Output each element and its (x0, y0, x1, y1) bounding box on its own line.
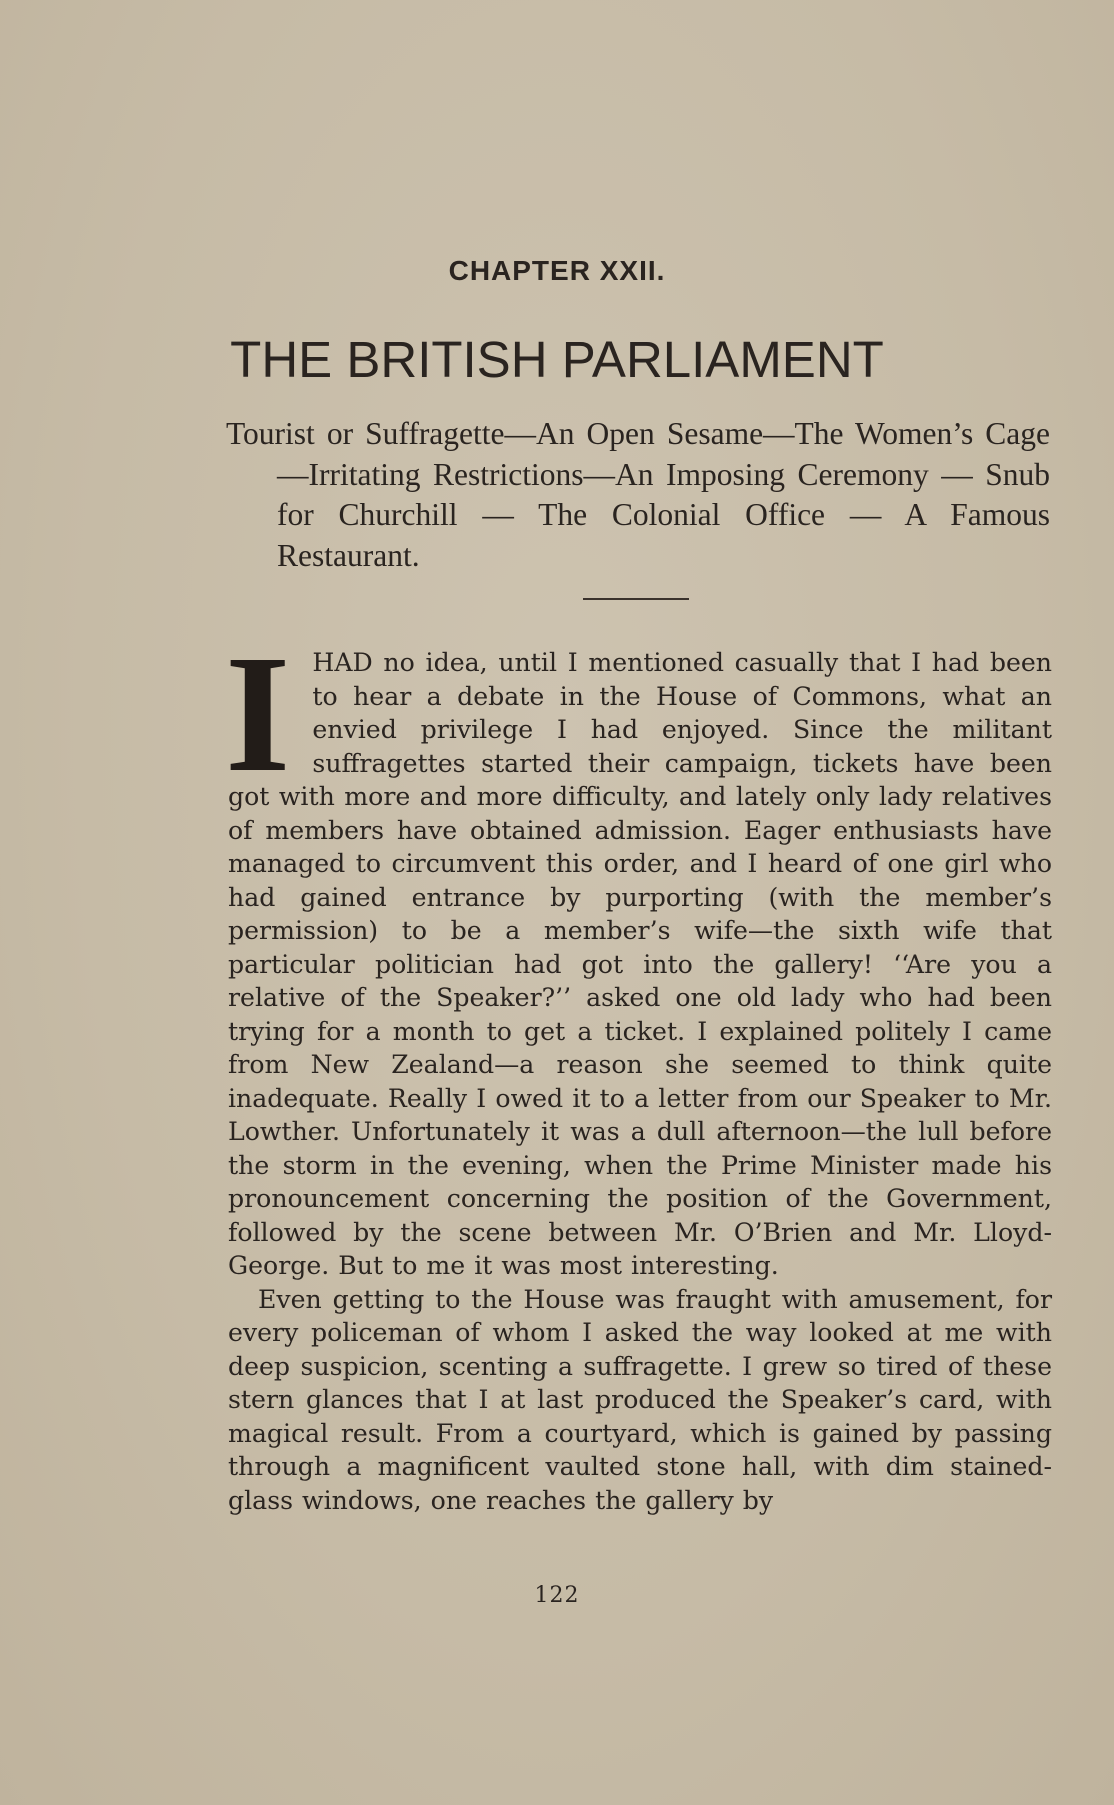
paragraph-1-text: HAD no idea, until I mentioned casually that I had been to hear a debate in the House of Commons, what an envied privilege I had enjoyed. Since the militant suffragettes started their campaign, tickets have been got with more and more difficulty, and lately only lady relatives of members have obtained admission. Eager enthusiasts have managed to circumvent this order, and I heard of one girl who had gained entrance by purporting (with the member’s permission) to be a member’s wife—the sixth wife that particular politician had got into the gallery! ‘‘Are you a relative of the Speaker?’’ asked one old lady who had been trying for a month to get a ticket. I explained politely I came from New Zealand—a reason she seemed to think quite inadequate. Really I owed it to a letter from our Speaker to Mr. Lowther. Unfortunately it was a dull afternoon—the lull before the storm in the evening, when the Prime Minister made his pronouncement concerning the position of the Government, followed by the scene between Mr. O’Brien and Mr. Lloyd-George. But to me it was most interesting. (228, 648, 1052, 1280)
chapter-synopsis: Tourist or Suffragette—An Open Sesame—The Women’s Cage—Irritating Restrictions—An Imposing Ceremony — Snub for Churchill — The Colonial Office — A Famous Restaurant. (226, 416, 1050, 573)
paragraph-2: Even getting to the House was fraught with amusement, for every policeman of whom I asked the way looked at me with deep suspicion, scenting a suffragette. I grew so tired of these stern glances that I at last produced the Speaker’s card, with magical result. From a courtyard, which is gained by passing through a magnificent vaulted stone hall, with dim stained-glass windows, one reaches the gallery by (228, 1284, 1052, 1515)
drop-cap: I (225, 621, 291, 807)
body-text (225, 621, 1052, 1517)
chapter-title: THE BRITISH PARLIAMENT (230, 331, 884, 388)
page-number: 122 (534, 1583, 580, 1608)
chapter-number: CHAPTER XXII. (448, 255, 666, 286)
paragraph-1 (225, 621, 1052, 1283)
section-divider (583, 598, 689, 600)
